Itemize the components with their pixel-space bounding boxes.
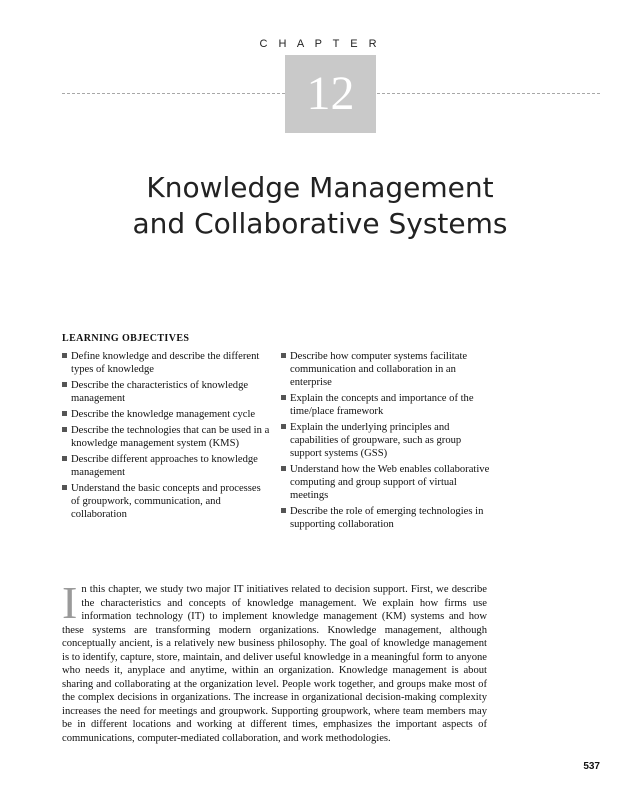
objective-text: Describe the characteristics of knowledge management xyxy=(71,380,249,404)
bullet-icon xyxy=(62,353,67,358)
objective-text: Describe how computer systems facilitate communication and collaboration in an enterprise xyxy=(290,351,468,388)
objective-text: Understand the basic concepts and processes of groupwork, communication, and collaboration xyxy=(71,483,261,520)
objective-item xyxy=(281,421,493,460)
bullet-icon xyxy=(281,395,286,400)
bullet-icon xyxy=(281,424,286,429)
page-number: 537 xyxy=(583,761,600,772)
bullet-icon xyxy=(281,466,286,471)
objective-item xyxy=(62,350,272,376)
objective-item xyxy=(62,453,272,479)
objective-text: Describe the knowledge management cycle xyxy=(71,409,256,420)
drop-cap: I xyxy=(62,577,78,628)
objective-text: Define knowledge and describe the different types of knowledge xyxy=(71,351,260,375)
chapter-title xyxy=(0,170,640,242)
intro-text: n this chapter, we study two major IT initiatives related to decision support. First, we describe the characteristics and concepts of knowledge management. We explain how firms use information technology (IT) to implement knowledge management (KM) systems and how these systems are transforming modern organizations. Knowledge management, although conceptually ancient, is a relatively new business philosophy. The goal of knowledge management is to identify, capture, store, maintain, and deliver useful knowledge in a meaningful form to anyone who needs it, anyplace and anytime, within an organization. Knowledge management is about sharing and collaborating at the organization level. People work together, and groups make most of the complex decisions in organizations. The increase in organizational decision-making complexity increases the need for meetings and groupwork. Supporting groupwork, where team members may be in different locations and working at different times, emphasizes the important aspects of communications, computer-mediated collaboration, and work methodologies. xyxy=(62,584,487,744)
objective-text: Explain the underlying principles and capabilities of groupware, such as group support systems (GSS) xyxy=(290,422,462,459)
bullet-icon xyxy=(62,382,67,387)
learning-objectives-heading: LEARNING OBJECTIVES xyxy=(62,333,190,344)
bullet-icon xyxy=(62,427,67,432)
objective-item xyxy=(62,379,272,405)
bullet-icon xyxy=(62,456,67,461)
objective-item xyxy=(62,424,272,450)
objective-item xyxy=(281,350,493,389)
objective-item xyxy=(281,392,493,418)
chapter-number: 12 xyxy=(285,55,376,133)
learning-objectives-left-column xyxy=(62,350,272,524)
objective-item xyxy=(62,408,272,421)
objective-text: Explain the concepts and importance of the time/place framework xyxy=(290,393,474,417)
objective-text: Describe the technologies that can be used in a knowledge management system (KMS) xyxy=(71,425,270,449)
intro-paragraph xyxy=(62,577,487,745)
objective-text: Understand how the Web enables collaborative computing and group support of virtual meetings xyxy=(290,464,490,501)
chapter-label: C H A P T E R xyxy=(259,38,381,50)
bullet-icon xyxy=(281,508,286,513)
bullet-icon xyxy=(62,485,67,490)
learning-objectives-right-column xyxy=(281,350,493,534)
objective-item xyxy=(281,505,493,531)
objective-text: Describe different approaches to knowledge management xyxy=(71,454,258,478)
chapter-title-line-1: Knowledge Management xyxy=(146,171,494,204)
objective-item xyxy=(62,482,272,521)
bullet-icon xyxy=(62,411,67,416)
objective-text: Describe the role of emerging technologies in supporting collaboration xyxy=(290,506,484,530)
bullet-icon xyxy=(281,353,286,358)
objective-item xyxy=(281,463,493,502)
chapter-title-line-2: and Collaborative Systems xyxy=(132,207,508,240)
